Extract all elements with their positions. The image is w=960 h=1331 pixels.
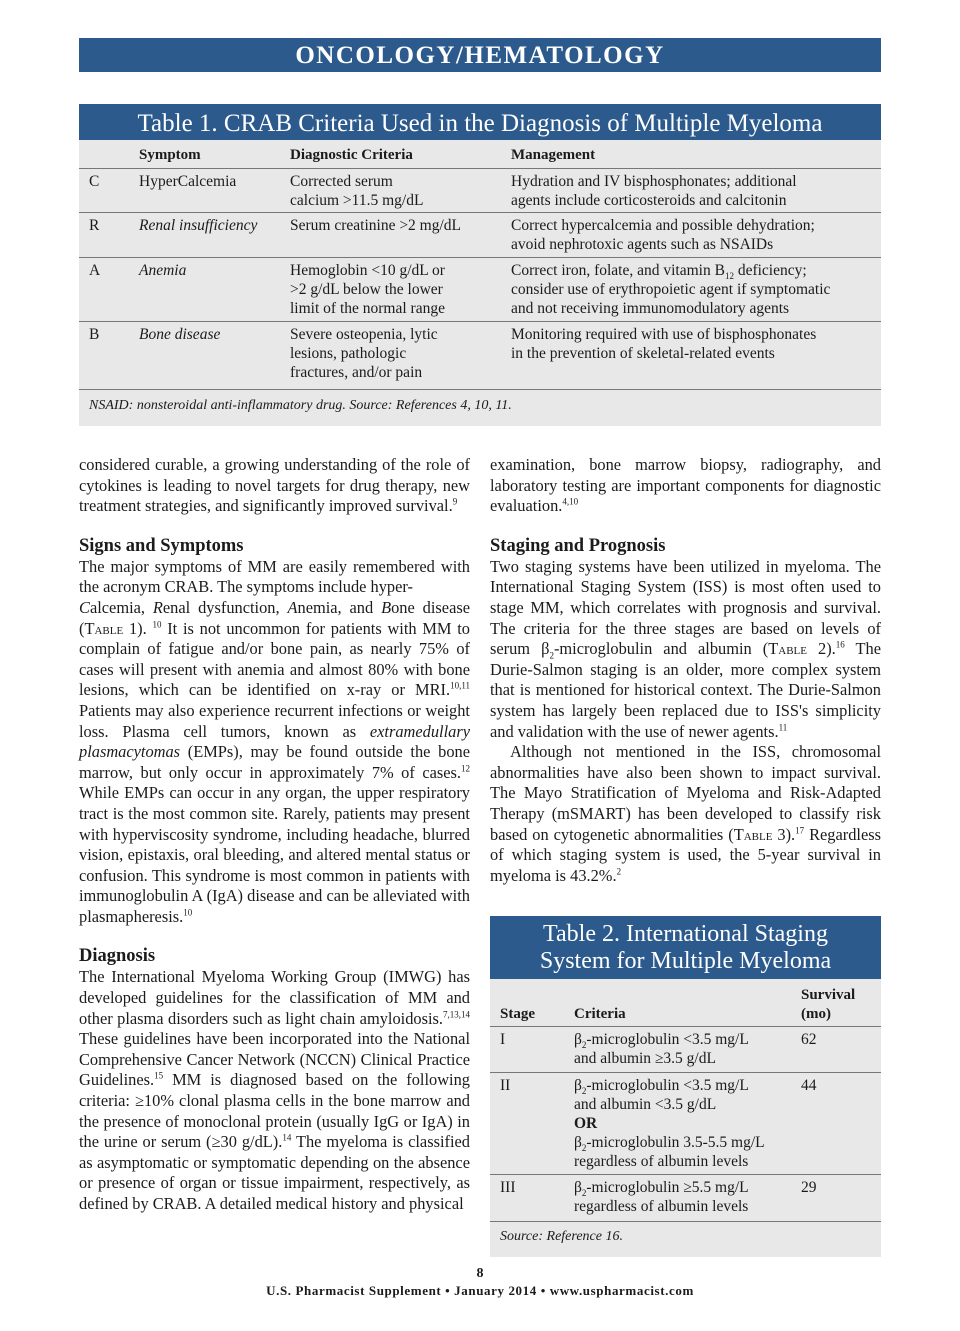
section-banner: ONCOLOGY/HEMATOLOGY bbox=[79, 38, 881, 72]
row-management: Correct iron, folate, and vitamin $B_{12}$ deficiency; consider use of erythropoietic agent if symptomatic and not receiving immunomodulatory agents bbox=[511, 262, 831, 317]
table2-title: Table 2. International Staging System for Multiple Myeloma bbox=[490, 916, 881, 979]
table2-link[interactable]: Table 2 bbox=[768, 639, 827, 659]
header-management: Management bbox=[511, 147, 596, 163]
row-criteria: $\beta_2$-microglobulin ≥5.5 mg/L regardless of albumin levels bbox=[574, 1179, 749, 1215]
header-symptom: Symptom bbox=[139, 147, 201, 163]
table-row bbox=[79, 169, 881, 213]
row-criteria: Hemoglobin <10 g/dL or >2 g/dL below the lower limit of the normal range bbox=[290, 262, 445, 317]
row-survival: 44 bbox=[801, 1077, 817, 1094]
table-row bbox=[79, 322, 881, 390]
row-criteria: Severe osteopenia, lytic lesions, pathologic fractures, and/or pain bbox=[290, 326, 438, 381]
row-stage: III bbox=[500, 1179, 516, 1196]
row-letter: A bbox=[89, 262, 101, 279]
iss-staging-table bbox=[490, 916, 881, 1257]
paragraph: The International Myeloma Working Group (IMWG) has developed guidelines for the classification of MM and other plasma disorders such as light chain amyloidosis.$^{7,13,14}$ These guidelines have been incorporated into the National Comprehensive Cancer Network (NCCN) Clinical Practice Guidelines.$^{15}$ MM is diagnosed based on the following criteria: ≥10% clonal plasma cells in the bone marrow and the presence of monoclonal protein (usually IgG or IgA) in the urine or serum (≥30 g/dL).$^{14}$ The myeloma is classified as asymptomatic or symptomatic depending on the absence or presence of organ or tissue impairment, respectively, as defined by CRAB. A detailed medical history and physical bbox=[79, 967, 470, 1213]
header-stage: Stage bbox=[500, 1006, 535, 1022]
table-row bbox=[79, 258, 881, 322]
paragraph: examination, bone marrow biopsy, radiography, and laboratory testing are important components for diagnostic evaluation.$^{4,10}$ bbox=[490, 455, 881, 516]
row-criteria: Corrected serum calcium >11.5 mg/dL bbox=[290, 173, 424, 209]
row-criteria: $\beta_2$-microglobulin <3.5 mg/L and albumin <3.5 g/dL OR $\beta_2$-microglobulin 3.5-5.5 mg/L regardless of albumin levels bbox=[574, 1077, 765, 1170]
header-criteria: Criteria bbox=[574, 1006, 626, 1022]
row-letter: B bbox=[89, 326, 100, 343]
row-letter: R bbox=[89, 217, 100, 234]
table-row bbox=[490, 1073, 881, 1175]
table1-footnote: NSAID: nonsteroidal anti-inflammatory drug. Source: References 4, 10, 11. bbox=[89, 398, 512, 413]
row-survival: 29 bbox=[801, 1179, 817, 1196]
row-symptom: Anemia bbox=[139, 262, 187, 279]
table1-link[interactable]: Table 1 bbox=[84, 618, 138, 638]
row-management: Correct hypercalcemia and possible dehydration; avoid nephrotoxic agents such as NSAIDs bbox=[511, 217, 815, 253]
row-management: Monitoring required with use of bisphosphonates in the prevention of skeletal-related events bbox=[511, 326, 817, 362]
row-stage: II bbox=[500, 1077, 511, 1094]
table-row bbox=[490, 1027, 881, 1073]
row-criteria: Serum creatinine >2 mg/dL bbox=[290, 217, 462, 234]
row-symptom: HyperCalcemia bbox=[139, 173, 237, 190]
paragraph: considered curable, a growing understanding of the role of cytokines is leading to novel targets for drug therapy, new treatment strategies, and significantly improved survival.$^9$ bbox=[79, 455, 470, 516]
row-letter: C bbox=[89, 173, 100, 190]
page-number: 8 bbox=[476, 1266, 484, 1281]
publication-footer: U.S. Pharmacist Supplement • January 2014 • www.uspharmacist.com bbox=[266, 1283, 694, 1298]
table-row bbox=[79, 213, 881, 258]
paragraph: Although not mentioned in the ISS, chromosomal abnormalities have also been shown to impact survival. The Mayo Stratification of Myeloma and Risk-Adapted Therapy (mSMART) has been developed to classify risk based on cytogenetic abnormalities (Table 3).$^{17}$ Regardless of which staging system is used, the 5-year survival in myeloma is 43.2%.$^2$ bbox=[490, 742, 881, 885]
row-survival: 62 bbox=[801, 1031, 817, 1048]
crab-criteria-table bbox=[79, 104, 881, 426]
table1-title: Table 1. CRAB Criteria Used in the Diagnosis of Multiple Myeloma bbox=[79, 104, 881, 140]
table1-header bbox=[79, 140, 881, 169]
table2-header: Stage Criteria Survival (mo) bbox=[490, 979, 881, 1027]
row-symptom: Bone disease bbox=[139, 326, 221, 343]
paragraph: The major symptoms of MM are easily remembered with the acronym CRAB. The symptoms include hyper- Calcemia, Renal dysfunction, Anemia, and Bone disease (Table 1). $^{10}$ It is not uncommon for patients with MM to complain of fatigue and/or bone pain, as nearly 75% of cases will present with anemia and almost 80% with bone lesions, which can be identified on x-ray or MRI.$^{10,11}$ Patients may also experience recurrent infections or weight loss. Plasma cell tumors, known as extramedullary plasmacytomas (EMPs), may be found outside the bone marrow, but only occur in approximately 7% of cases.$^{12}$ While EMPs can occur in any organ, the upper respiratory tract is the most common site. Rarely, patients may present with hyperviscosity syndrome, including headache, blurred vision, epistaxis, oral bleeding, and altered mental status or confusion. This syndrome is most common in patients with immunoglobulin A (IgA) disease and can be alleviated with plasmapheresis.$^{10}$ bbox=[79, 556, 470, 926]
row-symptom: Renal insufficiency bbox=[139, 217, 258, 234]
left-column bbox=[79, 455, 470, 1215]
header-diagnostic-criteria: Diagnostic Criteria bbox=[290, 147, 413, 163]
table2-footnote: Source: Reference 16. bbox=[500, 1229, 623, 1244]
heading-signs-symptoms: Signs and Symptoms bbox=[79, 535, 244, 556]
table3-link[interactable]: Table 3 bbox=[733, 824, 786, 844]
row-criteria: $\beta_2$-microglobulin <3.5 mg/L and albumin ≥3.5 g/dL bbox=[574, 1031, 749, 1067]
heading-diagnosis: Diagnosis bbox=[79, 946, 156, 967]
table-row bbox=[490, 1175, 881, 1222]
heading-staging-prognosis: Staging and Prognosis bbox=[490, 535, 666, 556]
row-stage: I bbox=[500, 1031, 506, 1048]
row-management: Hydration and IV bisphosphonates; additional agents include corticosteroids and calcitonin bbox=[511, 173, 797, 209]
right-column bbox=[490, 455, 881, 886]
paragraph: Two staging systems have been utilized in myeloma. The International Staging System (ISS) is most often used to stage MM, which correlates with prognosis and survival. The criteria for the three stages are based on levels of serum $\beta_2$-microglobulin and albumin (Table 2).$^{16}$ The Durie-Salmon staging is an older, more complex system that is mentioned for historical context. The Durie-Salmon system has largely been replaced due to ISS's simplicity and validation with the use of newer agents.$^{11}$ bbox=[490, 556, 881, 741]
